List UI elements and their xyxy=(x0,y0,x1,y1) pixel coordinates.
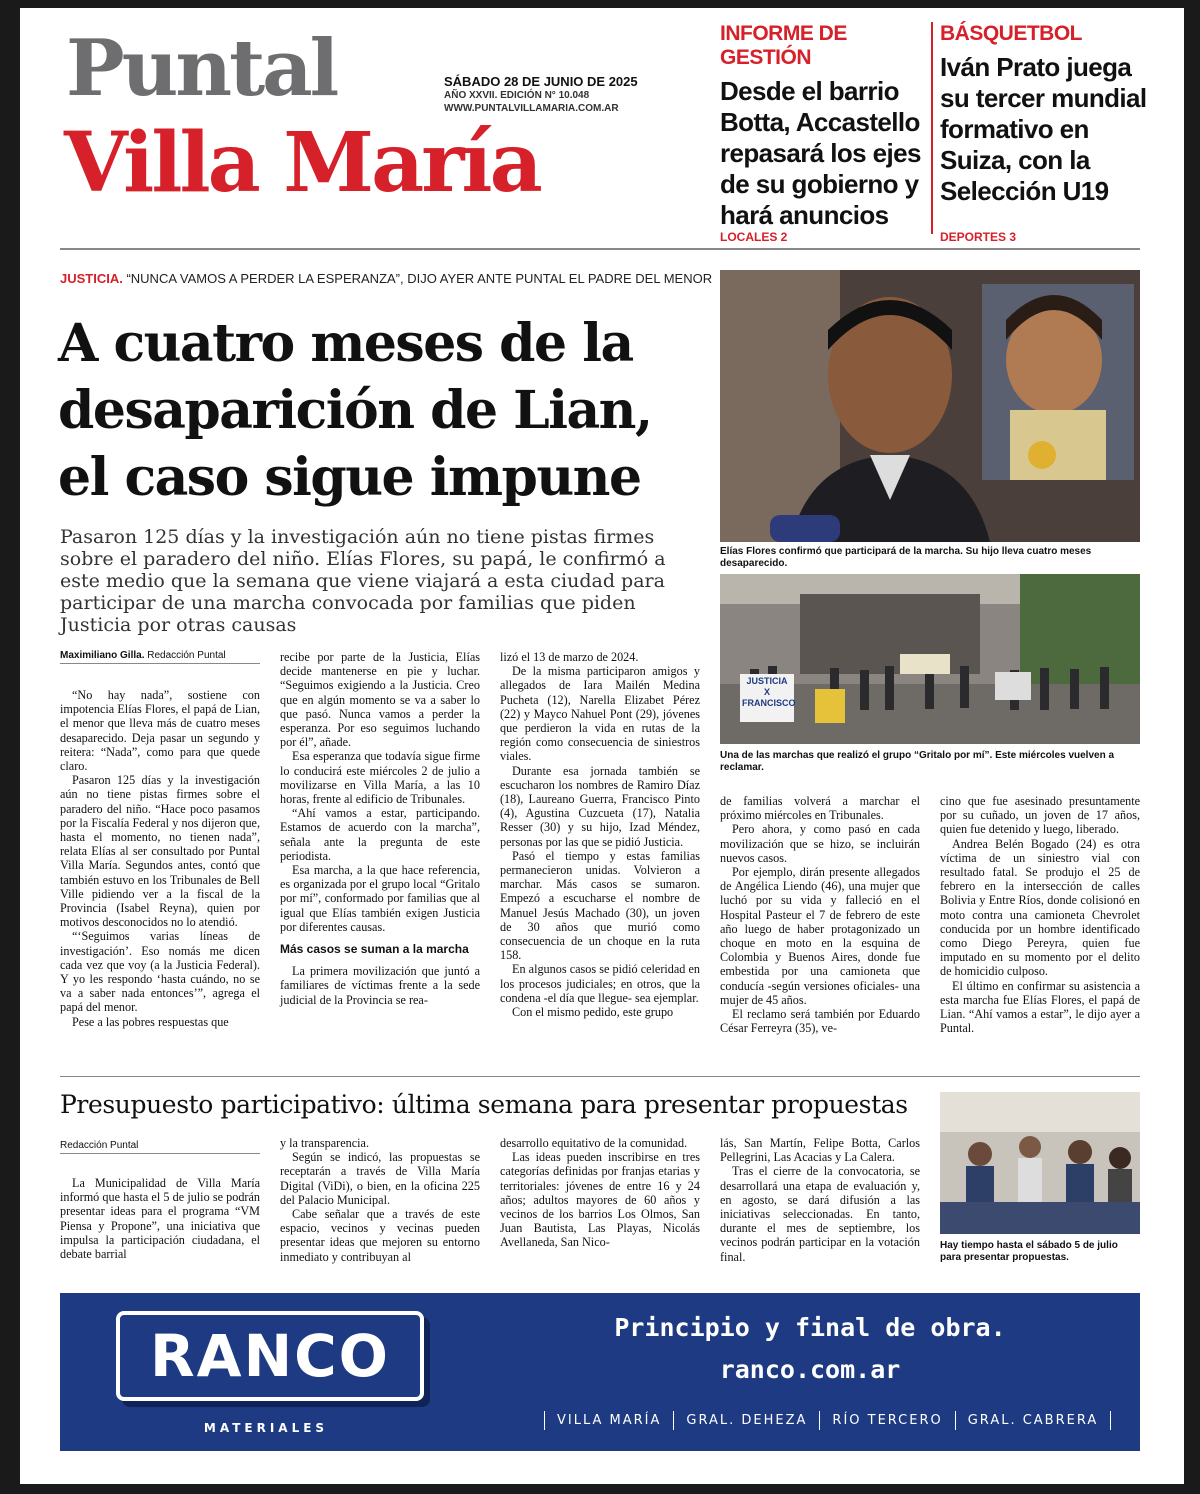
photo2-caption: Una de las marchas que realizó el grupo “Gritalo por mí”. Este miércoles vuelven a reclamar. xyxy=(720,750,1115,773)
paragraph: Pese a las pobres respuestas que xyxy=(72,1014,229,1029)
newspaper-page xyxy=(20,8,1184,1484)
paragraph: desarrollo equitativo de la comunidad. xyxy=(500,1136,688,1150)
story-kicker xyxy=(60,271,712,286)
paragraph: “‘Seguimos varias líneas de investigación’. Eso nomás me dicen cada vez que voy (a la Justicia Federal). Y yo les respondo ‘hasta cuándo, no se va a saber nada entonces’”, agrega el papá del menor. xyxy=(60,929,260,1015)
story-kicker-text: “NUNCA VAMOS A PERDER LA ESPERANZA”, DIJO AYER ANTE PUNTAL EL PADRE DEL MENOR xyxy=(122,271,713,286)
photo3-caption: Hay tiempo hasta el sábado 5 de julio para presentar propuestas. xyxy=(940,1240,1118,1263)
edition-date: SÁBADO 28 DE JUNIO DE 2025 xyxy=(444,74,638,89)
paragraph: cino que fue asesinado presuntamente por su cuñado, un joven de 17 años, quien fue detenido y luego, liberado. xyxy=(940,794,1140,837)
paragraph: Con el mismo pedido, este grupo xyxy=(512,1005,674,1020)
ad-url[interactable]: ranco.com.ar xyxy=(719,1355,901,1384)
paragraph: La Municipalidad de Villa María informó que hasta el 5 de julio se podrán presentar ideas para el programa “VM Piensa y Propone”, una iniciativa que impulsa la participación ciudadana, el debate barrial xyxy=(60,1176,260,1262)
paragraph: Esa esperanza que todavía sigue firme lo conducirá este miércoles 2 de julio a movilizarse en Villa María, a las 10 horas, frente al edificio de Tribunales. xyxy=(280,749,480,807)
paragraph: Pasó el tiempo y estas familias permanecieron unidas. Volvieron a marchar. Más casos se sumaron. Empezó a escucharse el nombre de Manuel Jesús Machado (30), un joven de 30 años que murió como consecuencia de un choque en la ruta 158. xyxy=(500,848,700,963)
photo1-caption: Elías Flores confirmó que participará de la marcha. Su hijo lleva cuatro meses desaparecido. xyxy=(720,546,1092,569)
story-column-1 xyxy=(60,688,260,1029)
paragraph: y la transparencia. xyxy=(280,1136,369,1150)
ad-location: GRAL. CABRERA xyxy=(955,1411,1112,1430)
ad-location: GRAL. DEHEZA xyxy=(673,1411,819,1430)
story-subhead: Más casos se suman a la marcha xyxy=(280,942,469,957)
teaser-headline: Iván Prato juega su tercer mundial formativo en Suiza, con la Selección U19 xyxy=(940,52,1147,206)
ad-slogan: Principio y final de obra. xyxy=(614,1313,1006,1342)
photo-elias-flores xyxy=(720,270,1140,542)
paragraph: lizó el 13 de marzo de 2024. xyxy=(500,650,639,664)
paragraph: El reclamo será también por Eduardo César Ferreyra (35), ve- xyxy=(720,1007,920,1036)
paragraph: En algunos casos se pidió celeridad en los procesos judiciales; en otros, que la condena -el día que llegue- sea ejemplar. xyxy=(500,962,700,1005)
paragraph: Pasaron 125 días y la investigación aún no tiene pistas firmes sobre el paradero del niño. “Hace poco pasamos por la Fiscalía Federal y nos dijeron que, hasta el momento, no tienen nada”, relata Elías al ser consultado por Puntal Villa María. Segundos antes, contó que también estuvo en los Tribunales de Bell Ville pidiendo ver a la fiscal de la Provincia (Isabel Reyna), quien por motivos desconocidos no lo atendió. xyxy=(60,773,260,930)
ad-locations xyxy=(544,1411,1111,1430)
paragraph: Esa marcha, a la que hace referencia, es organizada por el grupo local “Gritalo por mí”, conformado por familias que al igual que Elías también exigen Justicia por diferentes causas. xyxy=(280,863,480,934)
photo-presupuesto xyxy=(940,1092,1140,1234)
story-byline xyxy=(60,650,260,664)
photo-presupuesto-illustration xyxy=(940,1092,1140,1234)
ad-location: VILLA MARÍA xyxy=(544,1411,673,1430)
second-column-1 xyxy=(60,1176,260,1261)
photo-marcha-illustration xyxy=(720,574,1140,744)
paragraph: De la misma participaron amigos y allegados de Iara Mailén Medina Pucheta (12), Narella Elizabet Pérez (22) y Mayco Nahuel Pont (29), jóvenes que perdieron la vida en rutas de la región como consecuencia de siniestros viales. xyxy=(500,664,700,764)
story-column-2 xyxy=(280,650,480,1007)
edition-info xyxy=(444,74,638,115)
protest-banner-line3: FRANCISCO xyxy=(742,698,796,708)
story-lead: Pasaron 125 días y la investigación aún no tiene pistas firmes sobre el paradero del niño. Elías Flores, su papá, le confirmó a este medio que la semana que viene viajará a esta ciudad para participar de una marcha convocada por familias que piden Justicia por otras causas xyxy=(60,526,666,636)
section-rule xyxy=(60,1076,1140,1077)
teaser-section: LOCALES 2 xyxy=(720,230,788,244)
paragraph: Durante esa jornada también se escucharon los nombres de Ramiro Díaz (18), Laureano Guerra, Francisco Pinto (4), Agustina Cuzcueta (17), Natalia Resser (30) y su hijo, Izad Méndez, personas por las que se pidió Justicia. xyxy=(500,763,700,849)
paragraph: Andrea Belén Bogado (24) es otra víctima de un siniestro vial con resultado fatal. Se produjo el 25 de febrero en la intersección de calles Bolivia y Entre Ríos, donde colisionó en moto contra una camioneta Chevrolet conducida por un hombre identificado como Diego Pereyra, quien fue imputado en su momento por el delito de homicidio culposo. xyxy=(940,836,1140,979)
second-story-headline[interactable]: Presupuesto participativo: última semana para presentar propuestas xyxy=(60,1090,908,1119)
teaser-headline: Desde el barrio Botta, Accastello repasará los ejes de su gobierno y hará anuncios xyxy=(720,76,921,230)
second-column-2 xyxy=(280,1136,480,1264)
teaser-kicker: BÁSQUETBOL xyxy=(940,22,1082,45)
teaser-kicker: INFORME DE GESTIÓN xyxy=(720,22,847,69)
second-story-byline: Redacción Puntal xyxy=(60,1140,260,1154)
story-column-3 xyxy=(500,650,700,1019)
paragraph: Pero ahora, y como pasó en cada movilización que se hizo, se incluirán nuevos casos. xyxy=(720,822,920,865)
paragraph: “No hay nada”, sostiene con impotencia Elías Flores, el papá de Lian, el menor que lleva más de cuatro meses desaparecido. Deja pasar un segundo y reitera: “Nada”, como para que quede claro. xyxy=(60,688,260,774)
story-column-5 xyxy=(940,794,1140,1035)
paragraph: La primera movilización que juntó a familiares de víctimas frente a la sede judicial de la Provincia se rea- xyxy=(280,964,480,1007)
paragraph: “Ahí vamos a estar, participando. Estamos de acuerdo con la marcha”, señala ante la pregunta de este periodista. xyxy=(280,806,480,863)
story-headline[interactable]: A cuatro meses de la desaparición de Lian, el caso sigue impune xyxy=(58,313,652,508)
paragraph: Tras el cierre de la convocatoria, se desarrollará una etapa de evaluación y, en agosto, se dará difusión a las iniciativas seleccionadas. En tanto, durante el mes de septiembre, los vecinos podrán participar en la votación final. xyxy=(720,1164,920,1264)
masthead-rule xyxy=(60,248,1140,250)
paragraph: lás, San Martín, Felipe Botta, Carlos Pellegrini, Las Acacias y La Calera. xyxy=(720,1136,920,1165)
photo-elias-flores-illustration xyxy=(720,270,1140,542)
teaser-section: DEPORTES 3 xyxy=(940,230,1017,244)
paragraph: de familias volverá a marchar el próximo miércoles en Tribunales. xyxy=(720,794,920,823)
second-column-4 xyxy=(720,1136,920,1264)
edition-url[interactable]: WWW.PUNTALVILLAMARIA.COM.AR xyxy=(444,102,619,114)
story-column-4 xyxy=(720,794,920,1035)
ranco-logo: RANCO xyxy=(150,1322,390,1390)
byline-author: Maximiliano Gilla. xyxy=(60,650,145,661)
paragraph: recibe por parte de la Justicia, Elías decide mantenerse en pie y luchar. “Seguimos exigiendo a la Justicia. Creo que en algún momento se va a saber lo que pasó. Nunca vamos a perder la esperanza. Por eso seguimos luchando por él”, añade. xyxy=(280,650,480,750)
ranco-ad[interactable] xyxy=(60,1293,1140,1451)
teaser-deportes[interactable] xyxy=(940,22,1150,252)
ranco-sub: MATERIALES xyxy=(203,1421,329,1435)
story-kicker-section: JUSTICIA. xyxy=(60,271,123,286)
protest-banner xyxy=(742,676,796,709)
paragraph: Cabe señalar que a través de este espacio, vecinos y vecinas pueden presentar ideas que mejoren su entorno inmediato y contribuyan al xyxy=(280,1207,480,1264)
photo-marcha xyxy=(720,574,1140,744)
masthead-villa-maria: Villa María xyxy=(64,115,540,211)
masthead-puntal: Puntal xyxy=(66,23,337,114)
paragraph: Por ejemplo, dirán presente allegados de Angélica Liendo (46), una mujer que luchó por su vida y falleció en el Hospital Pasteur el 7 de febrero de este año luego de haber protagonizado un choque en moto en la esquina de Colombia y Buenos Aires, donde fue embestida por una camioneta que conducía -según versiones oficiales- una mujer de 45 años. xyxy=(720,865,920,1007)
byline-org: Redacción Puntal xyxy=(144,650,226,661)
teaser-locales[interactable] xyxy=(720,22,925,252)
edition-number: AÑO XXVII. EDICIÓN N° 10.048 xyxy=(444,90,590,102)
ad-location: RÍO TERCERO xyxy=(819,1411,954,1430)
paragraph: Según se indicó, las propuestas se receptarán a través de Villa María Digital (ViDi), o bien, en la oficina 225 del Palacio Municipal. xyxy=(280,1150,480,1207)
second-column-3 xyxy=(500,1136,700,1250)
teaser-divider xyxy=(931,22,933,234)
ranco-logo-box xyxy=(116,1311,424,1401)
protest-banner-line1: JUSTICIA xyxy=(746,676,788,686)
protest-banner-line2: X xyxy=(763,687,770,697)
paragraph: Las ideas pueden inscribirse en tres categorías definidas por franjas etarias y territoriales: jóvenes de entre 16 y 24 años; adultos mayores de 60 años y vecinos de los barrios Los Olmos, San Juan Bautista, Las Playas, Nicolás Avellaneda, San Nico- xyxy=(500,1150,700,1250)
paragraph: El último en confirmar su asistencia a esta marcha fue Elías Flores, el papá de Lian. “Ahí vamos a estar”, le dijo ayer a Puntal. xyxy=(940,978,1140,1036)
